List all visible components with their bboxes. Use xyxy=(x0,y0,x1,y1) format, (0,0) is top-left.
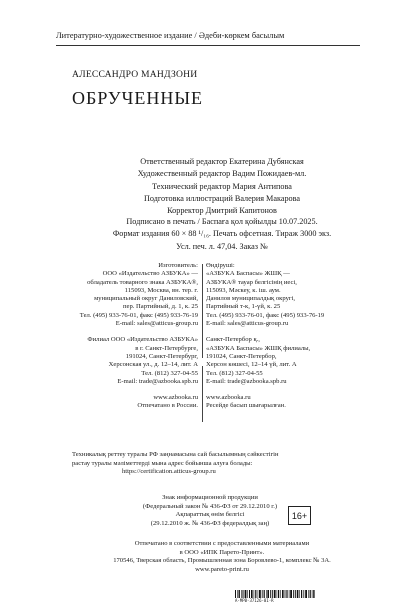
text-line: E-mail: trade@azbooka.spb.ru xyxy=(117,377,198,385)
credit-line: Ответственный редактор Екатерина Дубянская xyxy=(140,157,304,166)
credit-line: Технический редактор Мария Антипова xyxy=(152,181,292,191)
text-line: в ООО «ИПК Парето-Принт». xyxy=(179,548,265,556)
text-line: Филиал ООО «Издательство АЗБУКА» xyxy=(87,336,198,344)
website-link[interactable]: www.azbooka.ru xyxy=(206,394,251,402)
site-kz xyxy=(206,394,366,411)
text-line: E-mail: sales@atticus-group.ru xyxy=(206,320,289,328)
text-line: Санкт-Петербор қ., xyxy=(206,336,260,344)
text-line: Тел. (495) 933-76-01, факс (495) 933-76-19 xyxy=(206,311,325,319)
manufacturer-ru xyxy=(52,262,198,328)
text-line: Тел. (495) 933-76-01, факс (495) 933-76-19 xyxy=(79,311,198,319)
tech-regulation-block xyxy=(72,451,372,477)
russian-column xyxy=(52,262,198,419)
manufacturer-kz xyxy=(206,262,366,328)
barcode-label: A-MPB-37126-01-R xyxy=(235,598,274,603)
text-line: муниципальный округ Даниловский, xyxy=(94,295,198,303)
text-line: Техникалық реттеу туралы РФ заңнамасына сай басылымның сәйкестігін xyxy=(72,451,279,458)
text-line: Изготовитель: xyxy=(158,262,198,269)
print-info-line: Усл. печ. л. 47,04. Заказ № xyxy=(176,241,268,251)
text-line: Херсон көшесі, 12–14 үй, лит. А xyxy=(206,361,297,369)
credits-block xyxy=(72,156,372,217)
column-divider xyxy=(202,366,203,422)
text-line: 191024, Санкт-Петербург, xyxy=(125,352,198,360)
text-line: обладатель товарного знака АЗБУКА®, xyxy=(87,278,198,286)
credit-line: Художественный редактор Вадим Пожидаев-мл. xyxy=(137,169,307,179)
text-line: Отпечатано в России. xyxy=(137,402,198,410)
text-line: Партийный т-к, 1-үй, к. 25 xyxy=(206,303,281,311)
text-line: Тел. (812) 327-04-55 xyxy=(206,369,263,377)
text-line: «АЗБУКА Баспасы» ЖШҚ — xyxy=(206,270,290,278)
barcode-icon xyxy=(235,590,315,598)
branch-ru xyxy=(52,336,198,386)
text-line: Ресейде басып шығарылған. xyxy=(206,402,286,410)
site-ru xyxy=(52,394,198,411)
text-line: в г. Санкт-Петербурге, xyxy=(135,344,198,352)
header-rule xyxy=(56,45,360,46)
text-line: Знак информационной продукции xyxy=(162,494,258,501)
kazakh-column xyxy=(206,262,366,419)
website-link[interactable]: www.azbooka.ru xyxy=(153,394,198,402)
text-line: АЗБУКА® тауар белгісінің иесі, xyxy=(206,278,297,286)
print-info-line: Подписано в печать / Баспаға қол қойылды 10.07.2025. xyxy=(126,217,318,226)
print-info-block xyxy=(72,216,372,253)
credit-line: Подготовка иллюстраций Валерия Макарова xyxy=(143,193,301,203)
edition-type: Литературно-художественное издание / Әдеби-көркем басылым xyxy=(56,31,285,40)
text-line: 115093, Москва, вн. тер. г. xyxy=(124,286,198,294)
text-line: E-mail: trade@azbooka.spb.ru xyxy=(206,377,287,385)
printer-website-link[interactable]: www.pareto-print.ru xyxy=(195,565,249,573)
branch-kz xyxy=(206,336,366,386)
certification-link[interactable]: https://certification.atticus-group.ru xyxy=(122,468,216,476)
text-line: E-mail: sales@atticus-group.ru xyxy=(115,320,198,328)
printer-block xyxy=(72,540,372,574)
text-line: Тел. (812) 327-04-55 xyxy=(141,369,198,377)
text-line: (Федеральный закон № 436-ФЗ от 29.12.2010 г.) xyxy=(142,502,278,510)
text-line: Ақпараттық өнім белгісі xyxy=(175,511,245,519)
text-line: (29.12.2010 ж. № 436-ФЗ федералдық заң) xyxy=(150,519,270,527)
text-line: 191024, Санкт-Петербор, xyxy=(206,352,277,360)
info-sign-block xyxy=(110,494,310,528)
text-line: 170546, Тверская область, Промышленная зона Боровлево-1, комплекс № 3А. xyxy=(113,557,331,565)
credit-line: Корректор Дмитрий Капитонов xyxy=(167,206,277,216)
text-line: пер. Партийный, д. 1, к. 25 xyxy=(122,303,198,311)
book-title: ОБРУЧЕННЫЕ xyxy=(72,88,204,108)
text-line: Өндіруші: xyxy=(206,262,235,269)
text-line: Данилов муниципалдық округі, xyxy=(206,295,296,303)
text-line: Отпечатано в соответствии с предоставленными материалами xyxy=(134,540,310,547)
text-line: 115093, Мәскеу, к. іш. аум. xyxy=(206,286,281,294)
column-divider xyxy=(202,264,203,358)
text-line: Херсонская ул., д. 12–14, лит. А xyxy=(108,361,198,369)
author-name: АЛЕССАНДРО МАНДЗОНИ xyxy=(72,69,198,80)
text-line: «АЗБУКА Баспасы» ЖШҚ филиалы, xyxy=(206,344,311,352)
text-line: ООО «Издательство АЗБУКА» — xyxy=(102,270,198,278)
print-info-line: Формат издания 60 × 88 ¹/₁₆. Печать офсетная. Тираж 3000 экз. xyxy=(112,229,332,239)
text-line: растау туралы мәліметтерді мына адрес бойынша алуға болады: xyxy=(72,459,253,467)
age-rating-badge: 16+ xyxy=(288,506,311,525)
